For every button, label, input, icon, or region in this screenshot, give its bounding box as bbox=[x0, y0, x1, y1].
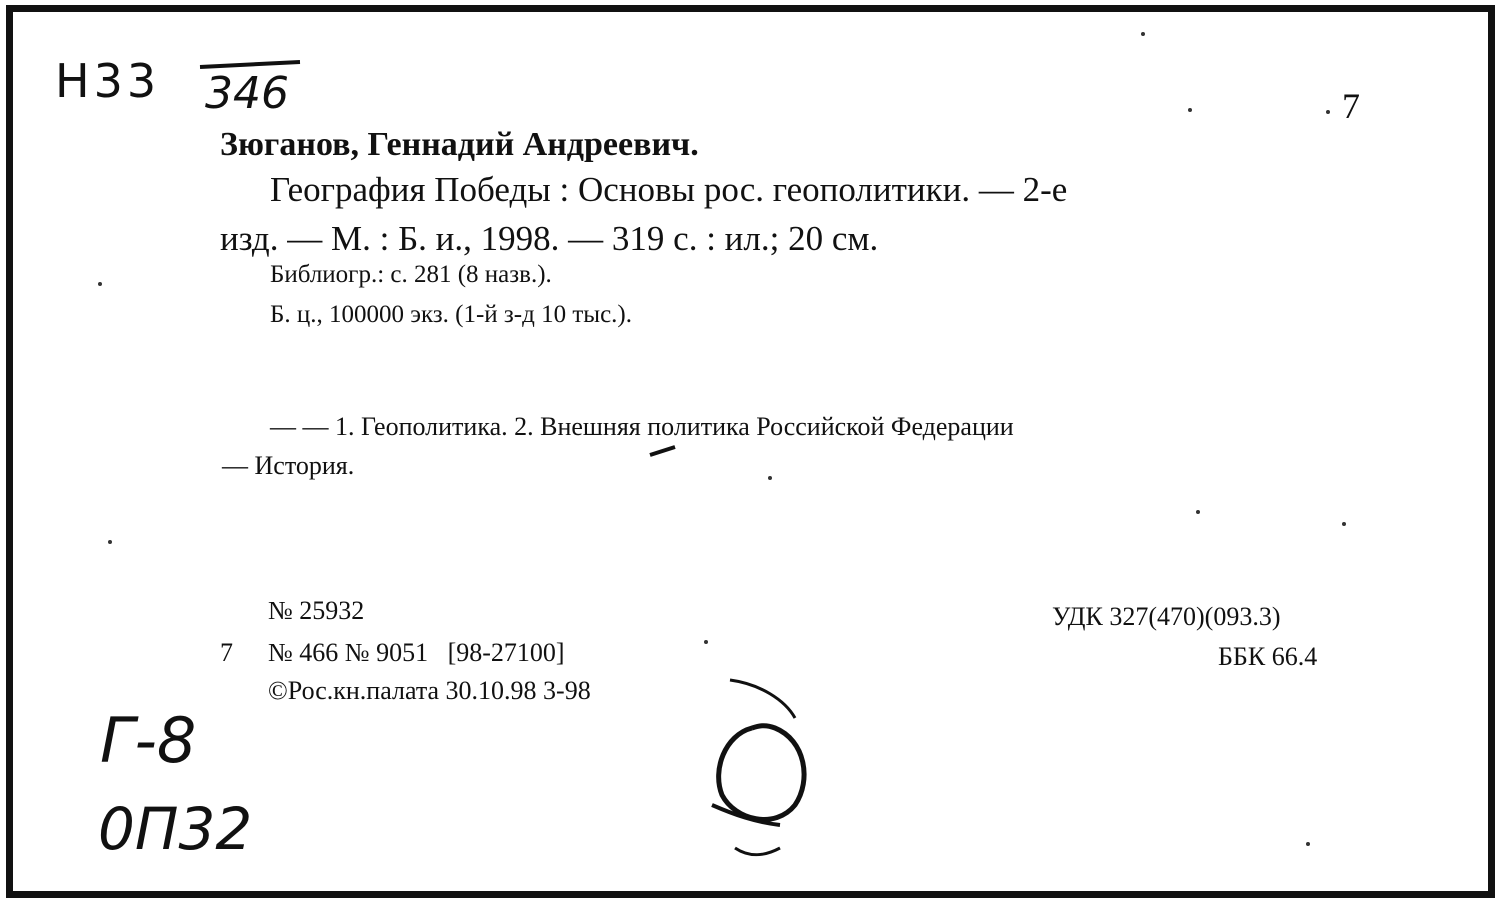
handwritten-shelf-mark: Г-8 bbox=[100, 704, 197, 777]
circle-stroke bbox=[719, 726, 804, 820]
squiggle-stroke bbox=[735, 848, 780, 855]
speck bbox=[1306, 842, 1310, 846]
speck bbox=[768, 476, 772, 480]
handwritten-code-top-left: Н33 bbox=[55, 54, 161, 108]
record-number: № 25932 bbox=[268, 596, 365, 625]
card-number: 7 bbox=[1342, 86, 1360, 126]
curve-stroke bbox=[730, 680, 795, 718]
speck bbox=[108, 540, 112, 544]
arrow-stroke bbox=[650, 447, 675, 455]
subjects-line-2: — История. bbox=[222, 451, 355, 480]
subjects-line-1: — — 1. Геополитика. 2. Внешняя политика Российской Федерации bbox=[270, 412, 1014, 441]
note-bibliography: Библиогр.: с. 281 (8 назв.). bbox=[270, 261, 552, 288]
speck bbox=[1141, 32, 1145, 36]
udc-code: УДК 327(470)(093.3) bbox=[1052, 602, 1281, 631]
record-prefix: 7 bbox=[220, 638, 233, 667]
title-line-1: География Победы : Основы рос. геополитики. — 2-е bbox=[270, 170, 1068, 209]
handwritten-code-number: 346 bbox=[205, 68, 289, 119]
author-heading: Зюганов, Геннадий Андреевич. bbox=[220, 126, 699, 163]
overline-stroke bbox=[200, 62, 300, 67]
note-price: Б. ц., 100000 экз. (1-й з-д 10 тыс.). bbox=[270, 301, 632, 328]
speck bbox=[98, 282, 102, 286]
handwritten-bottom-code: 0П32 bbox=[98, 795, 253, 863]
bbk-code: ББК 66.4 bbox=[1218, 642, 1318, 671]
record-line-2: № 466 № 9051 [98-27100] bbox=[268, 638, 565, 667]
record-line-3: ©Рос.кн.палата 30.10.98 3-98 bbox=[268, 676, 591, 705]
speck bbox=[1326, 110, 1330, 114]
speck bbox=[1188, 108, 1192, 112]
title-line-2: изд. — М. : Б. и., 1998. — 319 с. : ил.; 20 см. bbox=[220, 219, 879, 258]
speck bbox=[1196, 510, 1200, 514]
speck bbox=[704, 640, 708, 644]
speck bbox=[1342, 522, 1346, 526]
